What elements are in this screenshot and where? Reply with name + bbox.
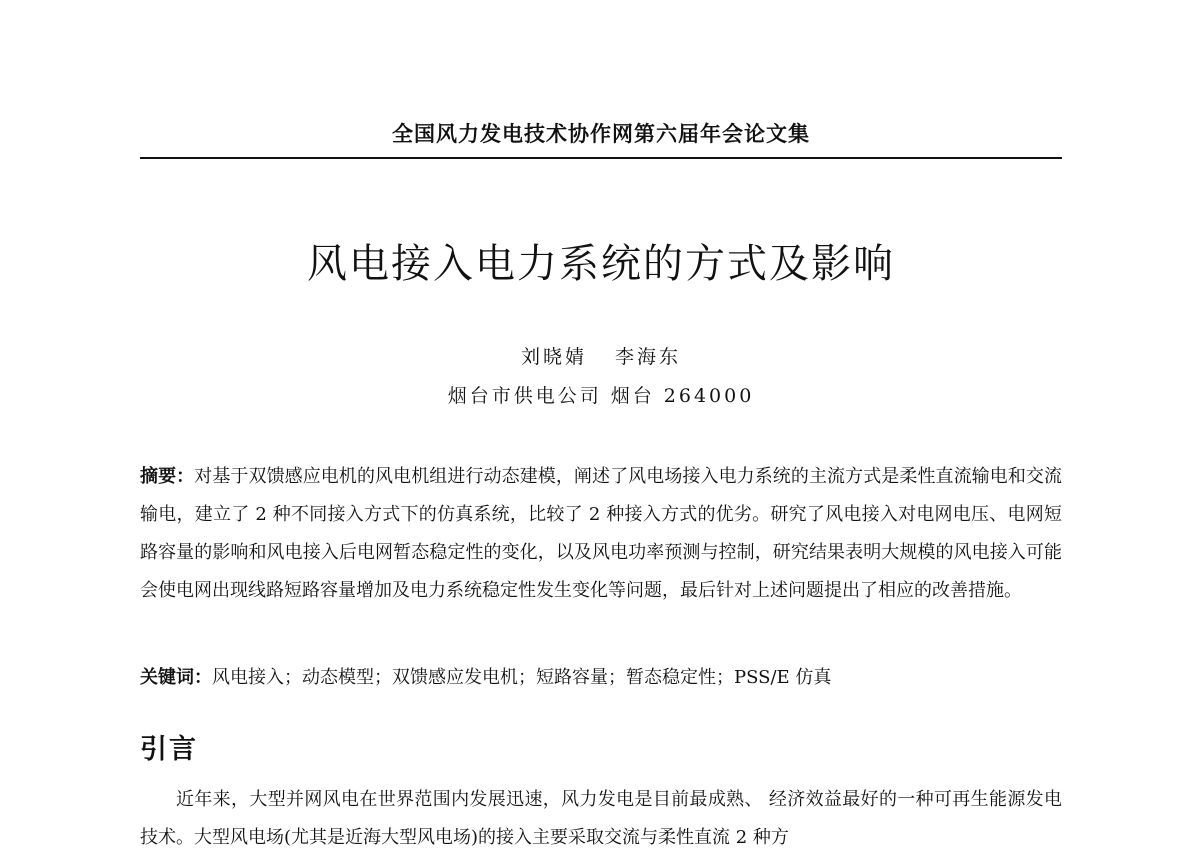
keywords [140, 659, 1062, 697]
intro-paragraph: 近年来，大型并网风电在世界范围内发展迅速，风力发电是目前最成熟、 经济效益最好的一种可再生能源发电技术。大型风电场(尤其是近海大型风电场)的接入主要采取交流与柔性直流 2 种方 [140, 789, 1062, 848]
author-list [140, 342, 1062, 369]
abstract [140, 458, 1062, 610]
paper-title: 风电接入电力系统的方式及影响 [307, 241, 895, 287]
author-name: 李海东 [615, 346, 682, 368]
author-affiliation: 烟台市供电公司 烟台 264000 [447, 385, 755, 407]
keywords-label: 关键词： [140, 667, 212, 688]
abstract-text: 对基于双馈感应电机的风电机组进行动态建模，阐述了风电场接入电力系统的主流方式是柔性直流输电和交流输电，建立了 2 种不同接入方式下的仿真系统，比较了 2 种接入方式的优劣。研究了风电接入对电网电压、电网短路容量的影响和风电接入后电网暂态稳定性的变化，以及风电功率预测与控制，研究结果表明大规模的风电接入可能会使电网出现线路短路容量增加及电力系统稳定性发生变化等问题，最后针对上述问题提出了相应的改善措施。 [140, 466, 1063, 601]
section-heading: 引言 [140, 734, 198, 765]
header-divider [140, 157, 1062, 159]
proceedings-header: 全国风力发电技术协作网第六届年会论文集 [392, 122, 810, 146]
author-name: 刘晓婧 [520, 346, 587, 368]
abstract-label: 摘要： [140, 466, 195, 487]
keywords-text: 风电接入；动态模型；双馈感应发电机；短路容量；暂态稳定性；PSS/E 仿真 [212, 667, 832, 688]
